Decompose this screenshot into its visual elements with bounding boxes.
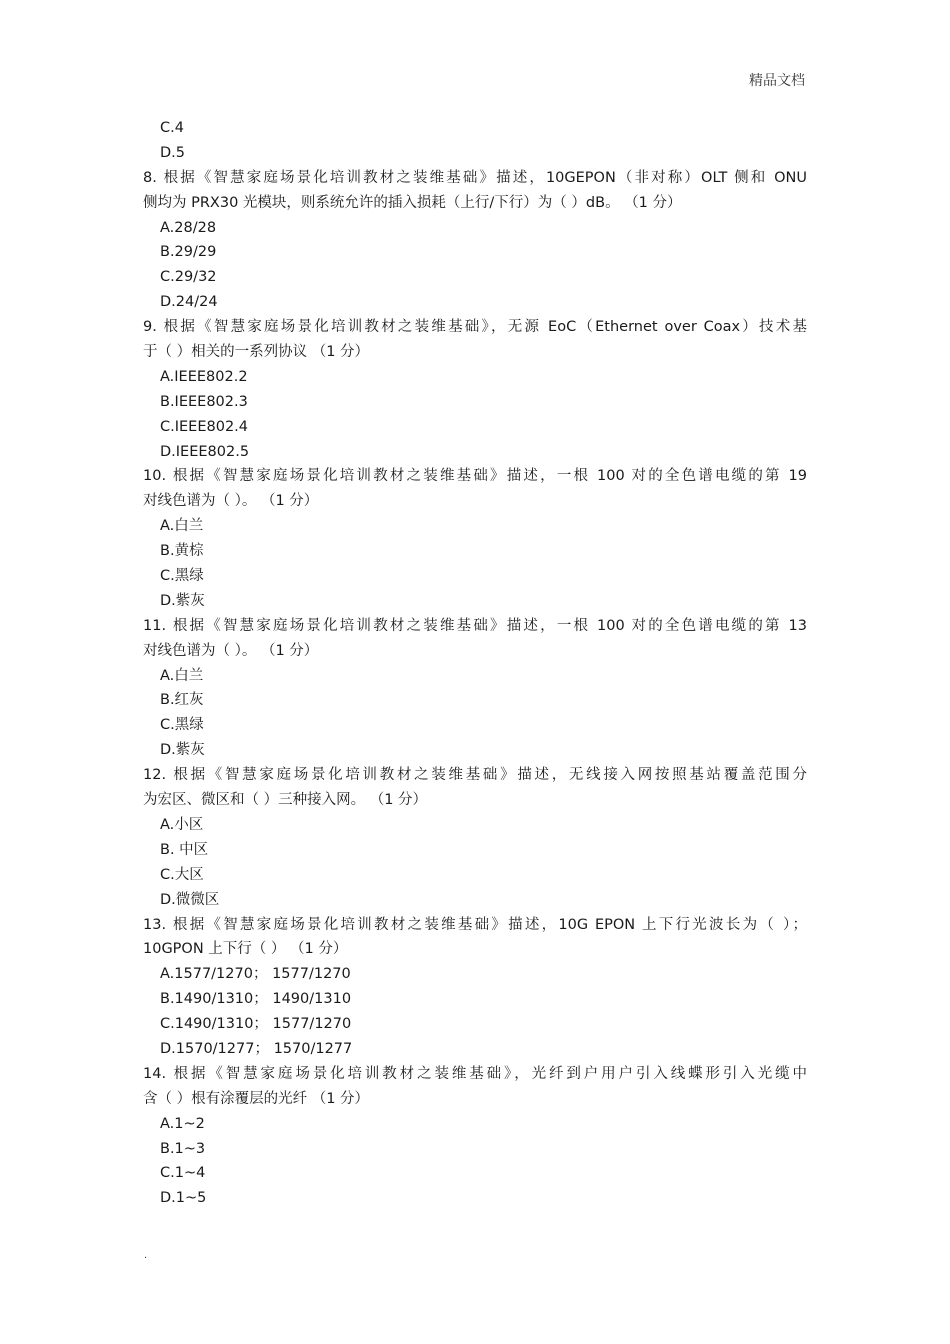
footer-mark: . (144, 1250, 148, 1261)
answer-option: B.29/29 (160, 244, 217, 261)
question-text: 侧均为 PRX30 光模块，则系统允许的插入损耗（上行/下行）为（ ）dB。 （1 分） (143, 194, 682, 211)
question-text: 10. 根据《智慧家庭场景化培训教材之装维基础》描述，一根 100 对的全色谱电缆的第 19 (143, 468, 807, 485)
question-text: 8. 根据《智慧家庭场景化培训教材之装维基础》描述，10GEPON（非对称）OLT 侧和 ONU (143, 169, 807, 186)
question-text: 对线色谱为（ ）。 （1 分） (143, 642, 319, 659)
answer-option: D.1570/1277； 1570/1277 (160, 1040, 353, 1057)
question-text: 10GPON 上下行（ ） （1 分） (143, 941, 348, 958)
answer-option: B.IEEE802.3 (160, 393, 248, 410)
answer-option: C.黑绿 (160, 717, 204, 734)
document-body (143, 116, 807, 1211)
answer-option: C.1490/1310； 1577/1270 (160, 1016, 352, 1033)
answer-option: C.黑绿 (160, 568, 204, 585)
answer-option: C.1~4 (160, 1165, 206, 1182)
answer-option: D.紫灰 (160, 592, 205, 609)
question-text: 为宏区、微区和（ ）三种接入网。 （1 分） (143, 792, 428, 809)
question-text: 对线色谱为（ ）。 （1 分） (143, 493, 319, 510)
question-text: 14. 根据《智慧家庭场景化培训教材之装维基础》，光纤到户用户引入线蝶形引入光缆中 (143, 1065, 807, 1082)
answer-option: A.1~2 (160, 1115, 205, 1132)
answer-option: A.小区 (160, 816, 204, 833)
answer-option: C.大区 (160, 866, 204, 883)
answer-option: D.5 (160, 144, 185, 161)
answer-option: C.4 (160, 120, 184, 136)
question-text: 12. 根据《智慧家庭场景化培训教材之装维基础》描述，无线接入网按照基站覆盖范围分 (143, 767, 807, 784)
answer-option: D.微微区 (160, 891, 220, 908)
answer-option: B. 中区 (160, 841, 209, 858)
question-text: 含（ ）根有涂覆层的光纤 （1 分） (143, 1090, 370, 1107)
answer-option: A.1577/1270； 1577/1270 (160, 966, 351, 983)
answer-option: B.1~3 (160, 1140, 206, 1157)
answer-option: A.IEEE802.2 (160, 368, 248, 385)
page-header-label: 精品文档 (749, 73, 805, 89)
answer-option: D.紫灰 (160, 742, 205, 759)
answer-option: A.白兰 (160, 667, 204, 684)
answer-option: C.IEEE802.4 (160, 418, 249, 435)
question-text: 13. 根据《智慧家庭场景化培训教材之装维基础》描述，10G EPON 上下行光波长为（ ）； (143, 916, 807, 933)
answer-option: D.1~5 (160, 1190, 207, 1207)
answer-option: B.红灰 (160, 692, 204, 709)
answer-option: A.28/28 (160, 219, 217, 236)
answer-option: B.黄棕 (160, 543, 204, 560)
question-text: 9. 根据《智慧家庭场景化培训教材之装维基础》，无源 EoC（Ethernet over Coax）技术基 (143, 319, 807, 336)
question-text: 11. 根据《智慧家庭场景化培训教材之装维基础》描述，一根 100 对的全色谱电缆的第 13 (143, 617, 807, 634)
question-text: 于（ ）相关的一系列协议 （1 分） (143, 344, 370, 361)
answer-option: B.1490/1310； 1490/1310 (160, 991, 352, 1008)
answer-option: C.29/32 (160, 269, 217, 286)
answer-option: A.白兰 (160, 518, 204, 535)
answer-option: D.IEEE802.5 (160, 443, 250, 460)
answer-option: D.24/24 (160, 294, 218, 311)
